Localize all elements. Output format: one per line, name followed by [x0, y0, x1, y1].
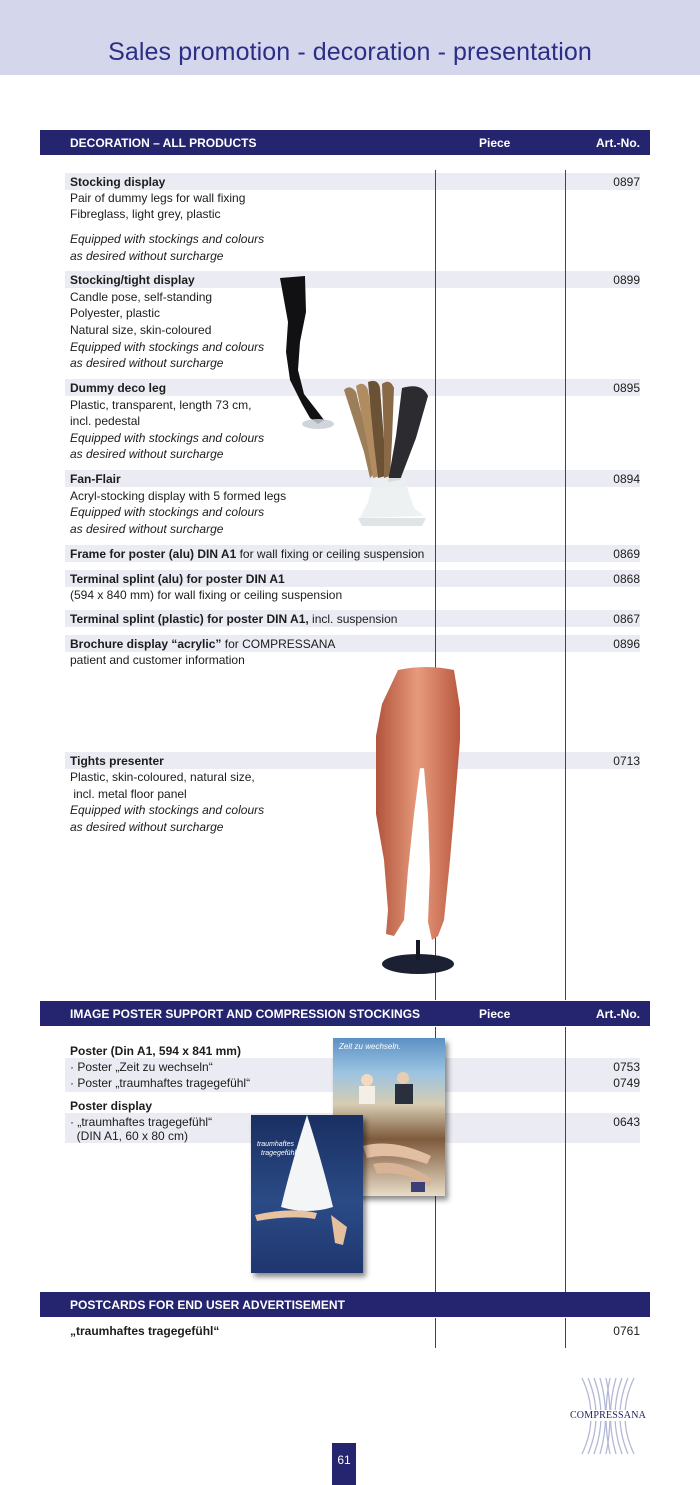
page-number: 61: [332, 1443, 356, 1485]
item-detail: Pair of dummy legs for wall fixing: [70, 191, 246, 205]
poster-title: tragegefühl: [261, 1150, 297, 1157]
item-note: Equipped with stockings and colours: [70, 431, 265, 445]
item-note: as desired without surcharge: [70, 356, 224, 370]
fan-flair-image: [340, 378, 438, 530]
column-divider: [565, 1027, 566, 1292]
item-detail: incl. pedestal: [70, 414, 141, 428]
poster-traumhaftes-tragegefuehl: [251, 1115, 363, 1273]
section-header-decoration: [40, 130, 650, 155]
item-name: Frame for poster (alu) DIN A1 for wall fixing or ceiling suspension: [70, 547, 425, 561]
column-header-art-no: Art.-No.: [596, 136, 640, 150]
section-title: DECORATION – ALL PRODUCTS: [70, 136, 257, 150]
section-header-posters: [40, 1001, 650, 1026]
poster-heading: Poster (Din A1, 594 x 841 mm): [70, 1044, 241, 1058]
item-detail: patient and customer information: [70, 653, 245, 667]
art-number: 0899: [613, 273, 640, 287]
column-header-piece: Piece: [479, 136, 511, 150]
poster-display-size: (DIN A1, 60 x 80 cm): [70, 1129, 189, 1143]
poster-title: traumhaftes: [257, 1141, 294, 1148]
item-detail: Plastic, skin-coloured, natural size,: [70, 770, 255, 784]
art-number: 0713: [613, 754, 640, 768]
art-number: 0867: [613, 612, 640, 626]
item-detail: Candle pose, self-standing: [70, 290, 213, 304]
item-detail: Fibreglass, light grey, plastic: [70, 207, 221, 221]
section-title: POSTCARDS FOR END USER ADVERTISEMENT: [70, 1298, 345, 1312]
logo-text: COMPRESSANA: [566, 1410, 650, 1421]
item-name: Dummy deco leg: [70, 381, 167, 395]
item-detail: Acryl-stocking display with 5 formed legs: [70, 489, 287, 503]
item-note: as desired without surcharge: [70, 820, 224, 834]
item-note: as desired without surcharge: [70, 447, 224, 461]
art-number: 0897: [613, 175, 640, 189]
item-note: Equipped with stockings and colours: [70, 803, 265, 817]
art-number: 0643: [613, 1115, 640, 1129]
column-header-piece: Piece: [479, 1007, 511, 1021]
item-name: Brochure display “acrylic” for COMPRESSANA: [70, 637, 336, 651]
poster-display-heading: Poster display: [70, 1099, 153, 1113]
column-divider: [565, 170, 566, 1000]
item-detail: incl. metal floor panel: [70, 787, 187, 801]
art-number: 0753: [613, 1060, 640, 1074]
item-name: Terminal splint (plastic) for poster DIN A1, incl. suspension: [70, 612, 398, 626]
item-name: Tights presenter: [70, 754, 164, 768]
item-detail: Plastic, transparent, length 73 cm,: [70, 398, 252, 412]
stocking-leg-image: [272, 272, 344, 434]
item-name: Fan-Flair: [70, 472, 121, 486]
column-header-art-no: Art.-No.: [596, 1007, 640, 1021]
art-number: 0749: [613, 1076, 640, 1090]
column-divider: [565, 1318, 566, 1348]
item-detail: Natural size, skin-coloured: [70, 323, 212, 337]
item-note: as desired without surcharge: [70, 522, 224, 536]
art-number: 0868: [613, 572, 640, 586]
art-number: 0869: [613, 547, 640, 561]
poster-display-item: · „traumhaftes tragegefühl“: [70, 1115, 213, 1129]
page-title: Sales promotion - decoration - presentation: [108, 38, 592, 66]
section-header-postcards: [40, 1292, 650, 1317]
item-detail: (594 x 840 mm) for wall fixing or ceiling suspension: [70, 588, 343, 602]
art-number: 0895: [613, 381, 640, 395]
postcard-item: „traumhaftes tragegefühl“: [70, 1324, 220, 1338]
art-number: 0761: [613, 1324, 640, 1338]
poster-title: Zeit zu wechseln.: [339, 1042, 401, 1051]
item-detail: Polyester, plastic: [70, 306, 161, 320]
poster-photo: [251, 1115, 363, 1273]
item-name: Terminal splint (alu) for poster DIN A1: [70, 572, 285, 586]
art-number: 0894: [613, 472, 640, 486]
item-note: as desired without surcharge: [70, 249, 224, 263]
tights-presenter-image: [370, 664, 470, 976]
item-note: Equipped with stockings and colours: [70, 232, 265, 246]
item-name: Stocking/tight display: [70, 273, 195, 287]
poster-item: · Poster „traumhaftes tragegefühl“: [70, 1076, 251, 1090]
poster-item: · Poster „Zeit zu wechseln“: [70, 1060, 213, 1074]
art-number: 0896: [613, 637, 640, 651]
item-note: Equipped with stockings and colours: [70, 340, 265, 354]
section-title: IMAGE POSTER SUPPORT AND COMPRESSION STOCKINGS: [70, 1007, 421, 1021]
column-divider: [435, 1318, 436, 1348]
item-name: Stocking display: [70, 175, 166, 189]
item-note: Equipped with stockings and colours: [70, 505, 265, 519]
